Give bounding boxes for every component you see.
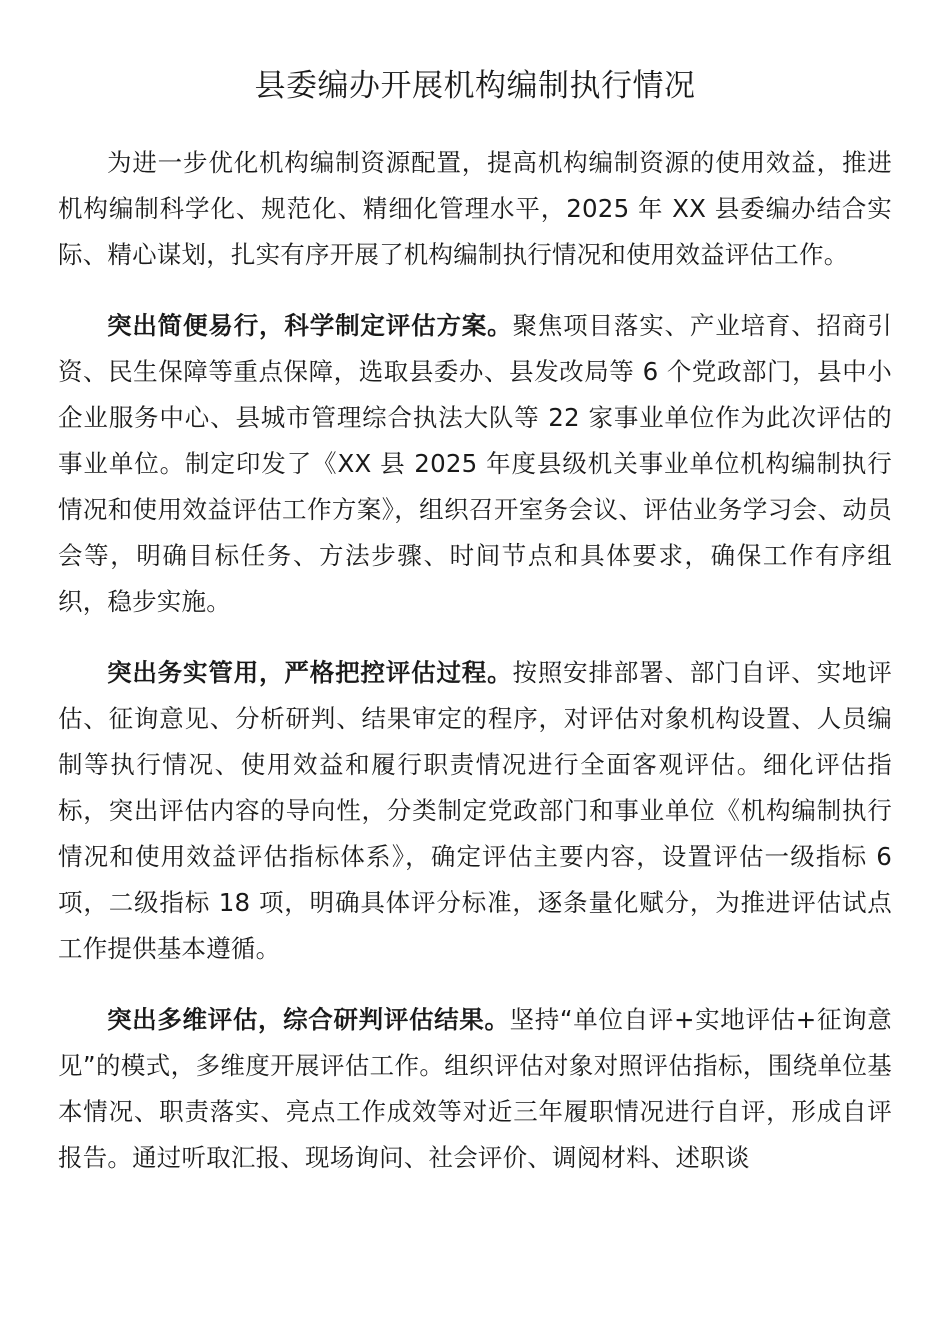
section-body-2: 按照安排部署、部门自评、实地评估、征询意见、分析研判、结果审定的程序，对评估对象机构设置、人员编制等执行情况、使用效益和履行职责情况进行全面客观评估。细化评估指标，突出评估内容的导向性，分类制定党政部门和事业单位《机构编制执行情况和使用效益评估指标体系》，确定评估主要内容，设置评估一级指标 6 项，二级指标 18 项，明确具体评分标准，逐条量化赋分，为推进评估试点工作提供基本遵循。 bbox=[58, 658, 893, 963]
section-heading-1: 突出简便易行，科学制定评估方案。 bbox=[107, 311, 513, 340]
document-title: 县委编办开展机构编制执行情况 bbox=[254, 68, 696, 104]
intro-paragraph: 为进一步优化机构编制资源配置，提高机构编制资源的使用效益，推进机构编制科学化、规范化、精细化管理水平，2025 年 XX 县委编办结合实际、精心谋划，扎实有序开展了机构编制执行情况和使用效益评估工作。 bbox=[58, 148, 892, 269]
section-heading-3: 突出多维评估，综合研判评估结果。 bbox=[107, 1005, 510, 1034]
section-heading-2: 突出务实管用，严格把控评估过程。 bbox=[107, 658, 513, 687]
section-paragraph-2 bbox=[58, 650, 892, 972]
section-body-3: 坚持“单位自评+实地评估+征询意见”的模式，多维度开展评估工作。组织评估对象对照评估指标，围绕单位基本情况、职责落实、亮点工作成效等对近三年履职情况进行自评，形成自评报告。通过听取汇报、现场询问、社会评价、调阅材料、述职谈 bbox=[58, 1005, 892, 1172]
section-paragraph-3 bbox=[58, 997, 892, 1181]
section-body-1: 聚焦项目落实、产业培育、招商引资、民生保障等重点保障，选取县委办、县发改局等 6 个党政部门，县中小企业服务中心、县城市管理综合执法大队等 22 家事业单位作为此次评估的事业单位。制定印发了《XX 县 2025 年度县级机关事业单位机构编制执行情况和使用效益评估工作方案》，组织召开室务会议、评估业务学习会、动员会等，明确目标任务、方法步骤、时间节点和具体要求，确保工作有序组织，稳步实施。 bbox=[58, 311, 893, 616]
section-paragraph-1 bbox=[58, 303, 892, 625]
